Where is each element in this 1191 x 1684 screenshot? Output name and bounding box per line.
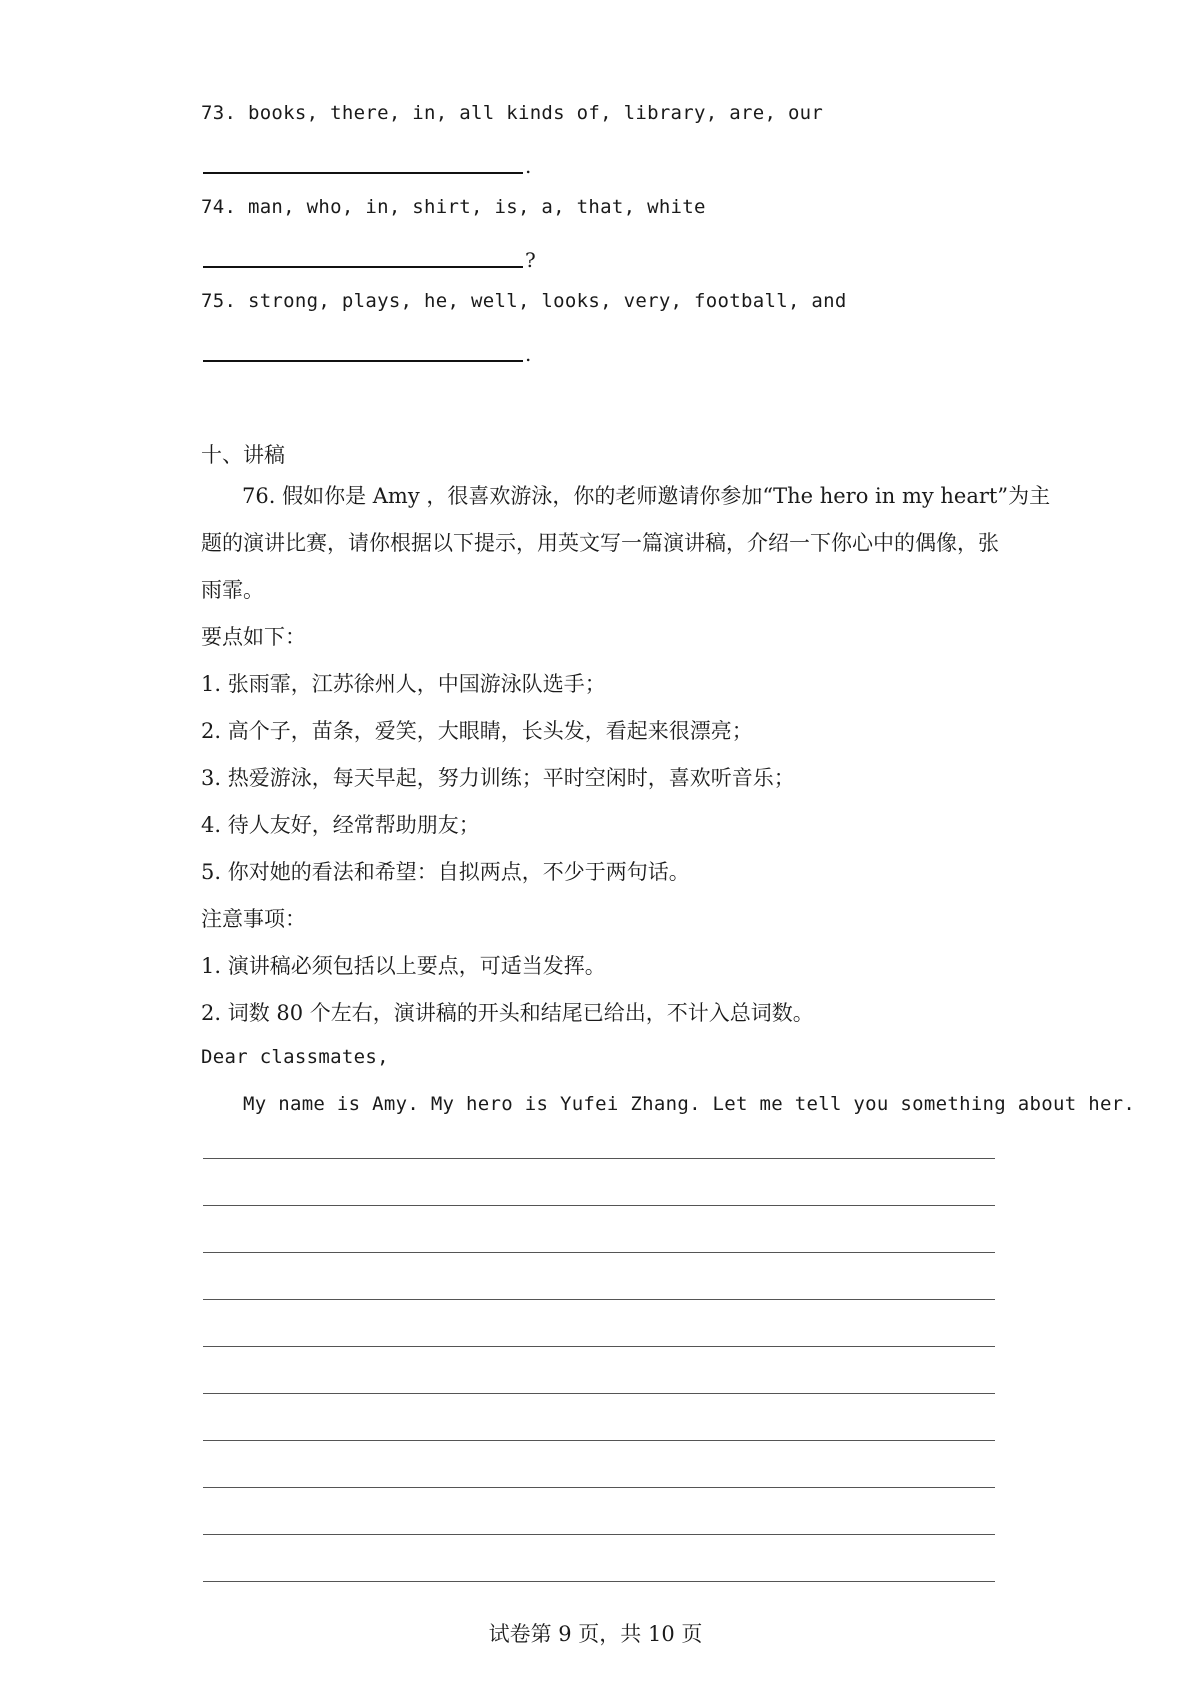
question-74-end-punct: ? [525,248,536,272]
writing-line[interactable] [203,1440,995,1441]
question-75-answer-line[interactable] [203,334,543,366]
writing-line[interactable] [203,1487,995,1488]
writing-line[interactable] [203,1299,995,1300]
points-title: 要点如下： [201,625,306,649]
writing-line[interactable] [203,1252,995,1253]
question-74-answer-line[interactable] [203,240,543,272]
question-74-prompt: 74. man, who, in, shirt, is, a, that, white [201,196,706,218]
point-item: 4. 待人友好，经常帮助朋友； [201,813,480,837]
opening-sentence: My name is Amy. My hero is Yufei Zhang. Let me tell you something about her. [243,1093,1136,1115]
writing-line[interactable] [203,1393,995,1394]
note-item: 2. 词数 80 个左右，演讲稿的开头和结尾已给出，不计入总词数。 [201,1001,814,1025]
q76-line-1: 76. 假如你是 Amy ，很喜欢游泳，你的老师邀请你参加“The hero in my heart”为主 [242,484,1051,508]
q76-line-3: 雨霏。 [201,578,264,602]
question-75-prompt: 75. strong, plays, he, well, looks, very, football, and [201,290,847,312]
question-73-answer-line[interactable] [203,146,543,178]
salutation: Dear classmates, [201,1046,389,1068]
question-73-end-punct: . [525,154,532,178]
writing-line[interactable] [203,1158,995,1159]
writing-line[interactable] [203,1581,995,1582]
section-heading: 十、讲稿 [201,443,285,467]
point-item: 1. 张雨霏，江苏徐州人，中国游泳队选手； [201,672,606,696]
writing-line[interactable] [203,1534,995,1535]
writing-line[interactable] [203,1346,995,1347]
note-item: 1. 演讲稿必须包括以上要点，可适当发挥。 [201,954,606,978]
point-item: 5. 你对她的看法和希望：自拟两点，不少于两句话。 [201,860,690,884]
writing-line[interactable] [203,1205,995,1206]
page-footer: 试卷第 9 页，共 10 页 [488,1622,703,1646]
point-item: 3. 热爱游泳，每天早起，努力训练；平时空闲时，喜欢听音乐； [201,766,795,790]
point-item: 2. 高个子，苗条，爱笑，大眼睛，长头发，看起来很漂亮； [201,719,753,743]
question-75-end-punct: . [525,342,532,366]
question-73-prompt: 73. books, there, in, all kinds of, library, are, our [201,102,824,124]
notes-title: 注意事项： [201,907,306,931]
q76-line-2: 题的演讲比赛，请你根据以下提示，用英文写一篇演讲稿，介绍一下你心中的偶像，张 [201,531,999,555]
